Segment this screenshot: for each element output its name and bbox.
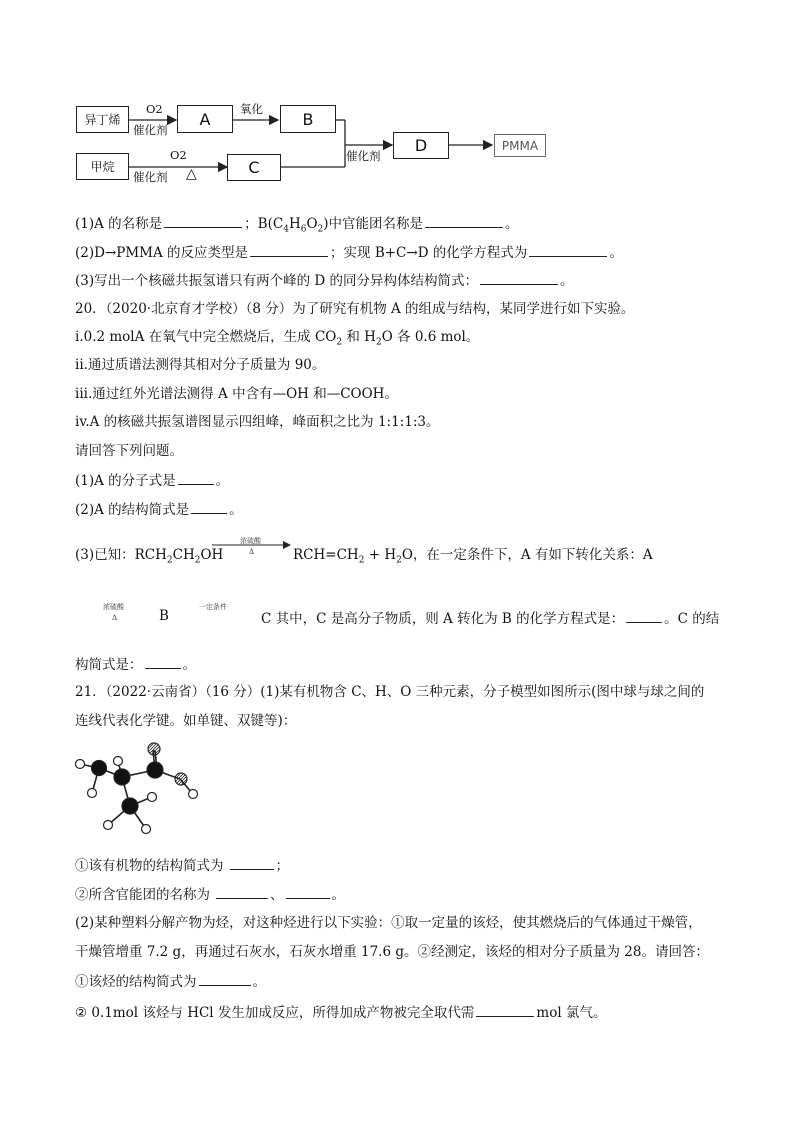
atom-c <box>122 798 138 814</box>
q21-s2: ②所含官能团的名称为 、 。 <box>75 884 345 905</box>
box-a: A <box>177 105 233 133</box>
q19-part1: (1)A 的名称是 ；$B(C_4H_6O_2)$中官能团名称是 。 <box>75 213 519 240</box>
answer-blank[interactable] <box>199 971 251 986</box>
atom-h <box>148 793 157 802</box>
box-methane: 甲烷 <box>76 153 129 180</box>
q20-item-iv: iv.A 的核磁共振氢谱图显示四组峰，峰面积之比为 1:1:1:3。 <box>75 414 440 430</box>
answer-blank[interactable] <box>216 884 268 899</box>
q20-item-ii: ii.通过质谱法测得其相对分子质量为 90。 <box>75 357 326 373</box>
box-isobutylene: 异丁烯 <box>76 106 129 133</box>
atom-o <box>148 743 160 755</box>
q19-part2: (2)D→PMMA 的反应类型是 ；实现 B+C→D 的化学方程式为 。 <box>75 242 623 263</box>
q20-q3-line2: C 其中，C 是高分子物质，则 A 转化为 B 的化学方程式是： 。C 的结 <box>261 608 719 629</box>
q20-item-i: i.0.2 molA 在氧气中完全燃烧后，生成 $CO_2$ 和 $H_2O$ 各 0.6 mol。 <box>75 329 480 348</box>
answer-blank[interactable] <box>476 1002 534 1017</box>
arrow1-label-top: O2 <box>146 102 163 116</box>
atom-h <box>189 790 198 799</box>
q20-q3-line3: 构简式是： 。 <box>75 654 196 675</box>
q3-arrow2-top: 浓硫酸 <box>103 603 124 611</box>
answer-blank[interactable] <box>230 855 274 870</box>
q20-item-iii: iii.通过红外光谱法测得 A 中含有—OH 和—COOH。 <box>75 386 398 402</box>
arrow1-label-bottom: 催化剂 <box>133 123 168 137</box>
q21-t1: ①该烃的结构简式为 。 <box>75 971 266 992</box>
atom-h <box>114 757 123 766</box>
q21-s1: ①该有机物的结构简式为 ； <box>75 855 289 876</box>
atom-h <box>104 821 113 830</box>
q20-ask: 请回答下列问题。 <box>75 443 183 459</box>
q3-b-letter: B <box>159 608 169 624</box>
q21-t2: ② 0.1mol 该烃与 HCl 发生加成反应，所得加成产物被完全取代需 mol 氯气。 <box>75 1002 606 1023</box>
arrow4-label-bottom: 催化剂 <box>346 149 381 163</box>
atom-o <box>175 773 187 785</box>
q3-arrow1-bottom: Δ <box>249 548 255 556</box>
box-d: D <box>393 132 449 159</box>
atom-c <box>92 761 107 776</box>
q20-q1: (1)A 的分子式是 。 <box>75 470 229 491</box>
arrow2-label-top: 氧化 <box>240 102 263 116</box>
box-pmma: PMMA <box>494 134 546 157</box>
q20-q3-line1b: $RCH=CH_2 + H_2O$，在一定条件下，A 有如下转化关系：A <box>293 547 653 566</box>
heat-triangle-icon: △ <box>186 166 197 182</box>
q21-header: 21．（2022·云南省）（16 分）(1)某有机物含 C、H、O 三种元素，分子模型如图所示(图中球与球之间的 <box>75 684 705 700</box>
q20-q3-line1: (3)已知：$RCH_2CH_2OH$ <box>75 547 224 566</box>
atom-c <box>114 769 130 785</box>
q21-part2-line1: (2)某种塑料分解产物为烃，对这种烃进行以下实验：①取一定量的该烃，使其燃烧后的气体通过干燥管， <box>75 915 702 931</box>
q20-q2: (2)A 的结构简式是 。 <box>75 499 243 520</box>
atom-c <box>147 762 163 778</box>
arrow3-label-bottom: 催化剂 <box>133 170 168 184</box>
box-b: B <box>280 105 336 133</box>
atom-h <box>76 760 85 769</box>
arrow3-label-top: O2 <box>170 148 187 162</box>
q3-arrow1-top: 浓硫酸 <box>240 537 261 545</box>
atom-h <box>88 789 97 798</box>
q21-header2: 连线代表化学键。如单键、双键等)： <box>75 713 297 729</box>
q19-part3: (3)写出一个核磁共振氢谱只有两个峰的 D 的同分异构体结构简式： 。 <box>75 270 574 291</box>
q3-arrow3-top: 一定条件 <box>199 603 227 611</box>
q21-part2-line2: 干燥管增重 7.2 g，再通过石灰水，石灰水增重 17.6 g。②经测定，该烃的相对分子质量为 28。请回答： <box>75 944 709 960</box>
box-c: C <box>227 154 281 181</box>
q3-arrow2-bottom: Δ <box>112 614 118 622</box>
atom-h <box>142 825 151 834</box>
answer-blank[interactable] <box>286 884 330 899</box>
q20-header: 20．（2020·北京育才学校）（8 分）为了研究有机物 A 的组成与结构，某同学进行如下实验。 <box>75 301 635 317</box>
